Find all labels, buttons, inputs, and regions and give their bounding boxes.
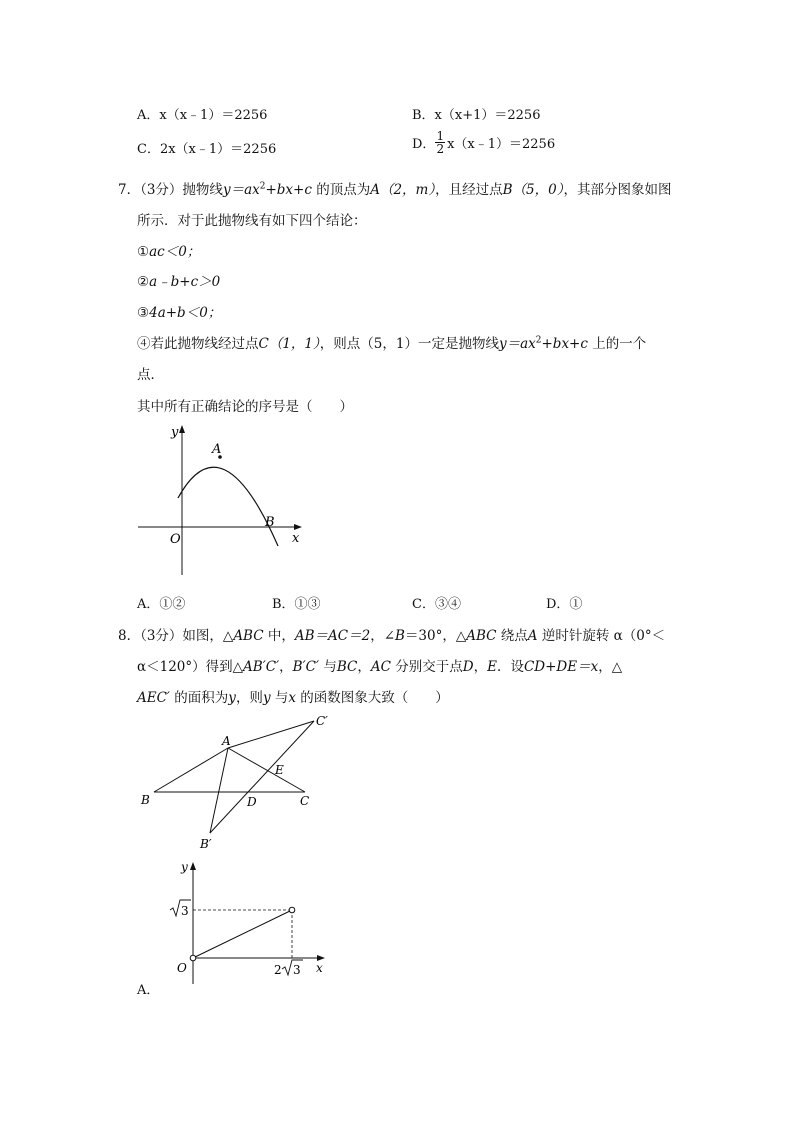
text: 的顶点为 [311, 182, 371, 198]
q7-conclusion-4 [137, 332, 646, 352]
math: y [228, 690, 236, 706]
text: ， [357, 659, 371, 675]
text: 的面积为 [170, 690, 229, 706]
math: y＝ax [498, 336, 536, 352]
coefficient: 2 [274, 963, 282, 977]
label-d: D [247, 795, 257, 809]
label-a: A [222, 734, 231, 748]
q7-option-b[interactable]: B．①③ [272, 597, 321, 612]
origin-label: O [177, 961, 187, 975]
math: CD+DE＝x [523, 659, 599, 675]
math: C（1，1） [258, 336, 320, 352]
segment-ac [228, 748, 305, 792]
math: AB＝AC＝2 [294, 628, 371, 644]
x-axis-label: x [316, 961, 323, 975]
y-axis-arrow-icon [190, 862, 196, 870]
circled-number: ④ [137, 336, 151, 352]
q8-triangle-figure [132, 708, 342, 856]
q7-conclusion-2 [137, 270, 220, 290]
text: 分别交于点 [390, 659, 463, 675]
q8-option-a[interactable]: A． [137, 983, 160, 998]
q8-stem-line1 [118, 624, 665, 644]
text: ．设 [496, 659, 524, 675]
text: α＜120°）得到△ [137, 659, 244, 675]
text: ，且经过点 [435, 182, 503, 198]
math: AB′C′ [243, 659, 280, 675]
q6-option-b[interactable]: B．x（x+1）＝2256 [412, 108, 541, 123]
text: ，△ [598, 659, 623, 675]
math: ac＜0； [149, 244, 201, 260]
text: 与 [270, 690, 289, 706]
q7-question: 其中所有正确结论的序号是（ ） [137, 399, 353, 415]
q7-conclusion-1 [137, 240, 200, 260]
circled-number: ② [137, 274, 150, 290]
text: ， [279, 659, 293, 675]
segment-ab-prime [210, 748, 228, 833]
label-b: B [141, 793, 150, 807]
math: +bx+c [265, 182, 312, 198]
q7-conclusion-3 [137, 301, 221, 321]
x-axis-label: x [292, 531, 300, 546]
math: +bx+c [541, 336, 588, 352]
math: A [527, 628, 538, 644]
text: ， [473, 659, 488, 675]
label-c-prime: C′ [316, 714, 328, 728]
q6-option-a[interactable]: A．x（x﹣1）＝2256 [137, 108, 268, 123]
q6-option-d[interactable] [412, 130, 555, 155]
q8-option-a-graph [160, 856, 340, 986]
math: a﹣b+c＞0 [149, 274, 221, 290]
q8-stem-line3 [137, 686, 449, 706]
origin-label: O [170, 532, 181, 547]
label-c: C [300, 794, 310, 808]
segment-ab [154, 748, 228, 792]
math: 4a+b＜0； [149, 305, 222, 321]
q7-stem-line1 [118, 178, 671, 198]
fraction-denominator: 2 [436, 142, 445, 156]
math: x [288, 690, 296, 706]
y-axis-label: y [171, 425, 179, 440]
q7-option-d[interactable]: D．① [546, 597, 583, 612]
text: 与 [319, 659, 337, 675]
math: y＝ax [222, 182, 260, 198]
q7-stem-line2: 所示．对于此抛物线有如下四个结论： [137, 213, 367, 229]
text: ＝30°，△ [404, 628, 467, 644]
radicand: 3 [181, 904, 189, 918]
q7-parabola-figure [130, 420, 320, 582]
math: BC [336, 659, 358, 675]
open-point-end [289, 907, 295, 913]
text: 若此抛物线经过点 [150, 336, 259, 352]
fraction [435, 130, 445, 155]
vertex-label: A [212, 442, 222, 457]
text: 绕点 [496, 628, 528, 644]
text: 7．（3分）抛物线 [118, 182, 223, 198]
y-axis-arrow-icon [179, 425, 185, 433]
q6-option-c[interactable]: C．2x（x﹣1）＝2256 [137, 142, 277, 157]
parabola-curve [178, 467, 278, 546]
exponent: 2 [535, 335, 542, 346]
text: ，其部分图象如图 [563, 182, 672, 198]
math: ABC [466, 628, 497, 644]
q6-option-d-rest: x（x﹣1）＝2256 [447, 137, 556, 152]
text: 中， [263, 628, 295, 644]
math: AEC′ [137, 690, 170, 706]
text: ，则点（5，1）一定是抛物线 [319, 336, 499, 352]
q7-option-a[interactable]: A．①② [137, 597, 186, 612]
x-axis-arrow-icon [294, 524, 302, 530]
label-e: E [275, 763, 284, 777]
q7-conclusion-4-end: 点． [137, 367, 164, 383]
text: ，则 [235, 690, 263, 706]
text: 逆时针旋转 α（0°＜ [537, 628, 666, 644]
radicand: 3 [293, 963, 301, 977]
q6-option-d-prefix: D． [412, 137, 436, 152]
q8-stem-line2 [137, 655, 622, 675]
math: E [487, 659, 497, 675]
two-sqrt3-x-label [274, 960, 303, 977]
exponent: 2 [259, 181, 266, 192]
math: B′C′ [292, 659, 320, 675]
math: AC [370, 659, 391, 675]
graph-segment [193, 910, 292, 958]
point-b-label: B [265, 515, 275, 530]
q7-option-c[interactable]: C．③④ [412, 597, 461, 612]
math: A（2，m） [370, 182, 436, 198]
sqrt3-y-label [170, 900, 191, 918]
math: D [462, 659, 474, 675]
math: B（5，0） [502, 182, 564, 198]
label-b-prime: B′ [200, 837, 212, 851]
text: 的函数图象大致（ ） [296, 690, 449, 706]
circled-number: ③ [137, 305, 150, 321]
math: y [262, 690, 271, 706]
fraction-numerator: 1 [436, 129, 445, 143]
circled-number: ① [137, 244, 150, 260]
math: B [395, 628, 405, 644]
open-point-origin [190, 955, 196, 961]
y-axis-label: y [181, 860, 188, 874]
text: 上的一个 [587, 336, 647, 352]
math: ABC [233, 628, 264, 644]
text: ，∠ [370, 628, 396, 644]
text: 8．（3分）如图，△ [118, 628, 234, 644]
